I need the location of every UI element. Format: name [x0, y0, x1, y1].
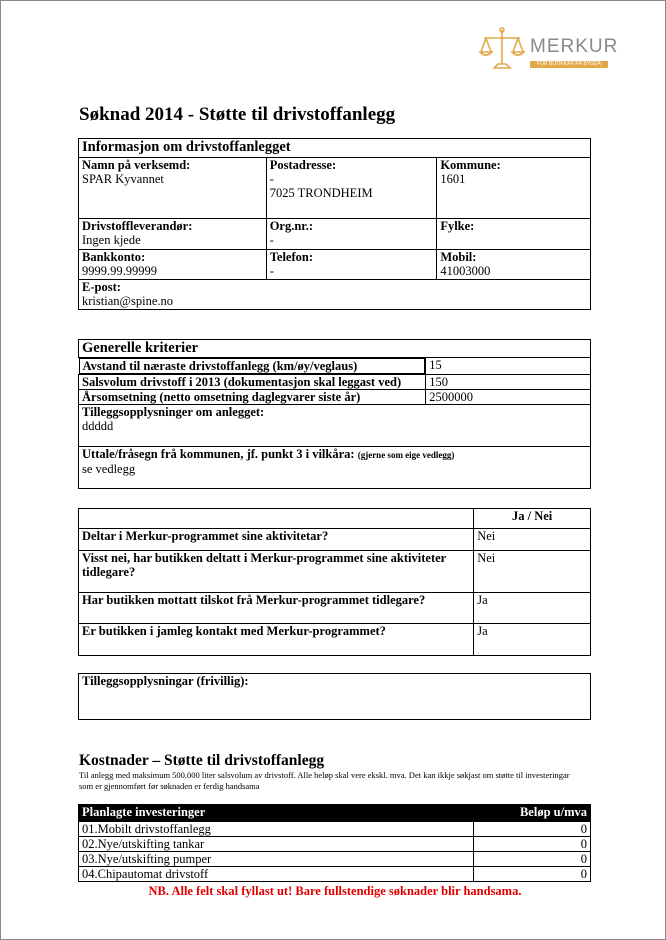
org-value: -	[269, 233, 274, 247]
question-answer: Ja	[474, 593, 591, 624]
cost-item-amount: 0	[474, 867, 591, 882]
post-cell: Postadresse: - 7025 TRONDHEIM	[266, 158, 437, 219]
info-table	[78, 138, 591, 310]
mobile-cell: Mobil: 41003000	[437, 250, 591, 280]
org-cell: Org.nr.: -	[266, 219, 437, 250]
criteria-label: Avstand til næraste drivstoffanlegg (km/øy/veglaus)	[79, 358, 426, 374]
costs-table	[78, 804, 591, 882]
cost-item-label: 03.Nye/utskifting pumper	[79, 852, 474, 867]
question-text: Deltar i Merkur-programmet sine aktivitetar?	[79, 529, 474, 551]
brand-name: MERKUR	[530, 36, 619, 57]
costs-title: Kostnader – Støtte til drivstoffanlegg	[79, 752, 325, 769]
phone-cell: Telefon: -	[266, 250, 437, 280]
criteria-table	[78, 339, 591, 489]
post-value: 7025 TRONDHEIM	[269, 186, 373, 200]
question-text: Er butikken i jamleg kontakt med Merkur-programmet?	[79, 624, 474, 656]
brand-tagline: FOR BUTIKKAR PÅ BYGDA	[530, 61, 608, 68]
bank-cell: Bankkonto: 9999.99.99999	[79, 250, 267, 280]
scales-icon	[478, 24, 526, 74]
extra-info-cell: Tilleggsopplysninger om anlegget: ddddd	[79, 405, 591, 447]
yes-no-header: Ja / Nei	[474, 509, 591, 529]
merkur-table	[78, 508, 591, 656]
question-text: Visst nei, har butikken deltatt i Merkur-programmet sine aktiviteter tidlegare?	[79, 551, 474, 593]
criteria-heading: Generelle kriterier	[79, 340, 591, 358]
question-answer: Nei	[474, 529, 591, 551]
cost-item-label: 02.Nye/utskifting tankar	[79, 837, 474, 852]
email-value: kristian@spine.no	[82, 294, 174, 308]
name-value: SPAR Kyvannet	[82, 172, 164, 186]
bank-value: 9999.99.99999	[82, 264, 157, 278]
email-cell: E-post: kristian@spine.no	[79, 280, 591, 310]
criteria-value: 150	[426, 375, 591, 390]
cost-item-label: 04.Chipautomat drivstoff	[79, 867, 474, 882]
optional-cell: Tilleggsopplysningar (frivillig):	[79, 674, 591, 720]
statement-cell: Uttale/fråsegn frå kommunen, jf. punkt 3 i vilkåra: (gjerne som eige vedlegg) se vedlegg	[79, 447, 591, 489]
question-answer: Nei	[474, 551, 591, 593]
criteria-value: 2500000	[426, 390, 591, 405]
info-heading: Informasjon om drivstoffanlegget	[79, 139, 591, 158]
cost-item-amount: 0	[474, 852, 591, 867]
supplier-cell: Drivstoffleverandør: Ingen kjede	[79, 219, 267, 250]
optional-table	[78, 673, 591, 720]
extra-info-value: ddddd	[82, 419, 114, 433]
question-text: Har butikken mottatt tilskot frå Merkur-programmet tidlegare?	[79, 593, 474, 624]
required-fields-note: NB. Alle felt skal fyllast ut! Bare fullstendige søknader blir handsama.	[148, 884, 522, 898]
criteria-value: 15	[426, 358, 591, 375]
criteria-label: Årsomsetning (netto omsetning daglegvarer siste år)	[79, 390, 426, 405]
phone-value: -	[269, 264, 274, 278]
name-cell: Namn på verksemd: SPAR Kyvannet	[79, 158, 267, 219]
question-answer: Ja	[474, 624, 591, 656]
merkur-logo	[478, 24, 619, 74]
criteria-label: Salsvolum drivstoff i 2013 (dokumentasjon skal leggast ved)	[79, 375, 426, 390]
fylke-cell: Fylke:	[437, 219, 591, 250]
cost-item-label: 01.Mobilt drivstoffanlegg	[79, 822, 474, 837]
kommune-cell: Kommune: 1601	[437, 158, 591, 219]
supplier-value: Ingen kjede	[82, 233, 141, 247]
kommune-value: 1601	[440, 172, 466, 186]
costs-amount-header: Beløp u/mva	[474, 805, 591, 822]
statement-value: se vedlegg	[82, 462, 136, 476]
mobile-value: 41003000	[440, 264, 491, 278]
page-title: Søknad 2014 - Støtte til drivstoffanlegg	[79, 104, 396, 125]
cost-item-amount: 0	[474, 822, 591, 837]
costs-description: Til anlegg med maksimum 500.000 liter salsvolum av drivstoff. Alle beløp skal vere ekskl. mva. Det kan ikkje søkjast om støtte til investeringar som er gjennomført før søknaden er ferdig handsama	[79, 770, 570, 791]
costs-item-header: Planlagte investeringer	[79, 805, 474, 822]
question-header-empty	[79, 509, 474, 529]
cost-item-amount: 0	[474, 837, 591, 852]
